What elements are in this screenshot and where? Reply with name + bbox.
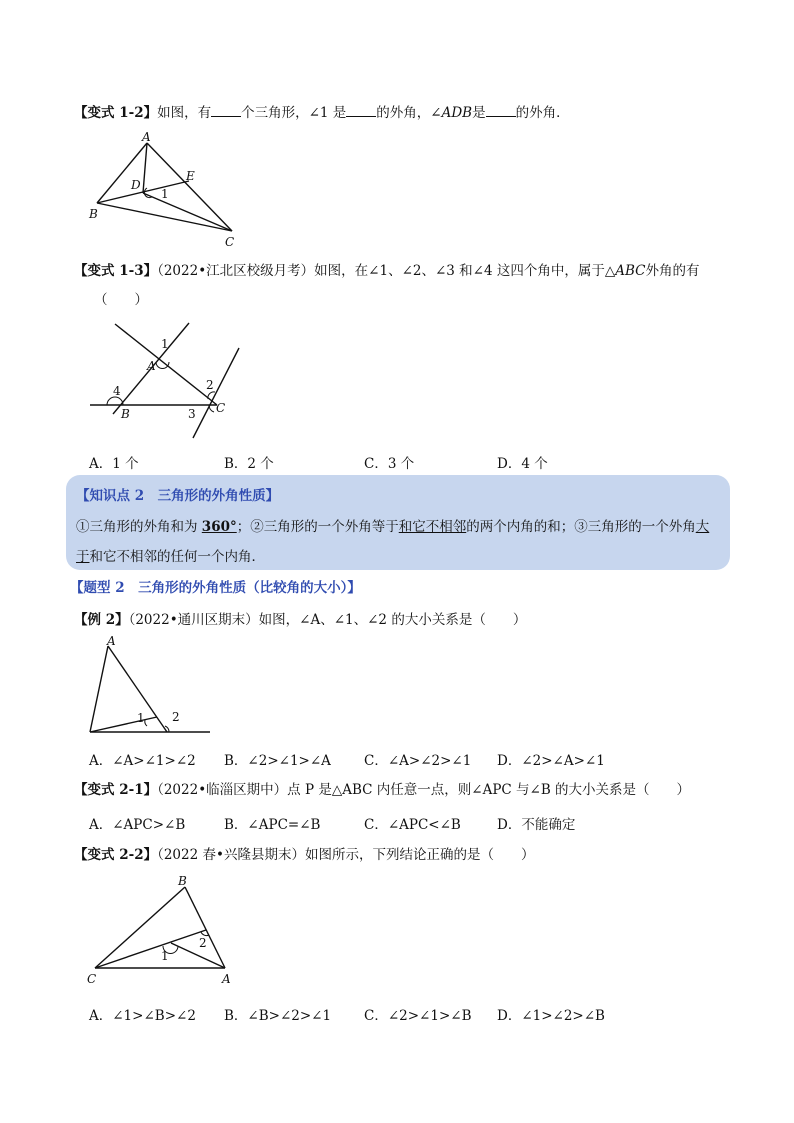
label-A: A	[107, 634, 116, 648]
label-A: A	[222, 972, 231, 986]
option-c[interactable]: C．∠2>∠1>∠B	[364, 1008, 472, 1024]
label-B: B	[89, 207, 98, 221]
answer-paren: （ ）	[94, 292, 148, 308]
label-D: D	[131, 178, 141, 192]
option-a[interactable]: A．1 个	[89, 456, 139, 472]
label-angle-1: 1	[137, 711, 145, 725]
option-b[interactable]: B．∠B>∠2>∠1	[224, 1008, 332, 1024]
figure-example-2	[85, 634, 225, 739]
option-d[interactable]: D．∠2>∠A>∠1	[497, 753, 605, 769]
label-angle-2: 2	[172, 710, 180, 724]
label-B: B	[178, 874, 187, 888]
label-E: E	[186, 169, 195, 183]
figure-2-2	[85, 873, 245, 988]
option-b[interactable]: B．∠2>∠1>∠A	[224, 753, 331, 769]
option-d[interactable]: D．∠1>∠2>∠B	[497, 1008, 605, 1024]
option-a[interactable]: A．∠A>∠1>∠2	[89, 753, 196, 769]
label-B: B	[121, 407, 130, 421]
option-b[interactable]: B．∠APC=∠B	[224, 817, 321, 833]
question-2-1: 【变式 2-1】（2022•临淄区期中）点 P 是△ABC 内任意一点，则∠APC 与∠B 的大小关系是（ ）	[74, 782, 691, 798]
figure-1-2	[85, 125, 255, 250]
label-A: A	[147, 359, 156, 373]
question-tag: 【变式 2-1】	[74, 782, 158, 798]
question-1-2: 【变式 1-2】如图，有 个三角形，∠1 是 的外角，∠ADB是 的外角．	[74, 105, 570, 121]
option-d[interactable]: D．4 个	[497, 456, 548, 472]
label-angle-4: 4	[113, 384, 121, 398]
question-1-3: 【变式 1-3】（2022•江北区校级月考）如图，在∠1、∠2、∠3 和∠4 这四个角中，属于△ABC外角的有	[74, 263, 700, 279]
label-angle-2: 2	[199, 936, 207, 950]
example-2: 【例 2】（2022•通川区期末）如图，∠A、∠1、∠2 的大小关系是（ ）	[74, 612, 527, 628]
question-tag: 【变式 1-3】	[74, 263, 158, 279]
knowledge-line-2: 于和它不相邻的任何一个内角．	[76, 549, 265, 565]
answer-blank[interactable]	[486, 104, 516, 117]
figure-1-3	[85, 318, 255, 443]
label-C: C	[225, 235, 235, 249]
option-c[interactable]: C．∠A>∠2>∠1	[364, 753, 472, 769]
knowledge-line-1: ①三角形的外角和为 360°；②三角形的一个外角等于和它不相邻的两个内角的和；③三角形的一个外角大	[76, 519, 710, 535]
option-c[interactable]: C．∠APC<∠B	[364, 817, 461, 833]
label-angle-1: 1	[161, 949, 169, 963]
question-tag: 【例 2】	[74, 612, 129, 628]
answer-blank[interactable]	[211, 104, 241, 117]
question-tag: 【变式 2-2】	[74, 847, 158, 863]
label-angle-2: 2	[206, 378, 214, 392]
label-angle-1: 1	[161, 187, 169, 201]
option-c[interactable]: C．3 个	[364, 456, 415, 472]
label-A: A	[142, 130, 151, 144]
question-2-2: 【变式 2-2】（2022 春•兴隆县期末）如图所示，下列结论正确的是（ ）	[74, 847, 535, 863]
answer-blank[interactable]	[346, 104, 376, 117]
knowledge-title: 【知识点 2 三角形的外角性质】	[76, 488, 280, 504]
type-2-title: 【题型 2 三角形的外角性质（比较角的大小）】	[70, 580, 361, 596]
option-b[interactable]: B．2 个	[224, 456, 274, 472]
label-C: C	[216, 401, 226, 415]
label-angle-3: 3	[188, 407, 196, 421]
question-tag: 【变式 1-2】	[74, 105, 158, 121]
option-d[interactable]: D．不能确定	[497, 817, 576, 833]
label-angle-1: 1	[161, 337, 169, 351]
option-a[interactable]: A．∠1>∠B>∠2	[89, 1008, 196, 1024]
option-a[interactable]: A．∠APC>∠B	[89, 817, 186, 833]
label-C: C	[87, 972, 97, 986]
